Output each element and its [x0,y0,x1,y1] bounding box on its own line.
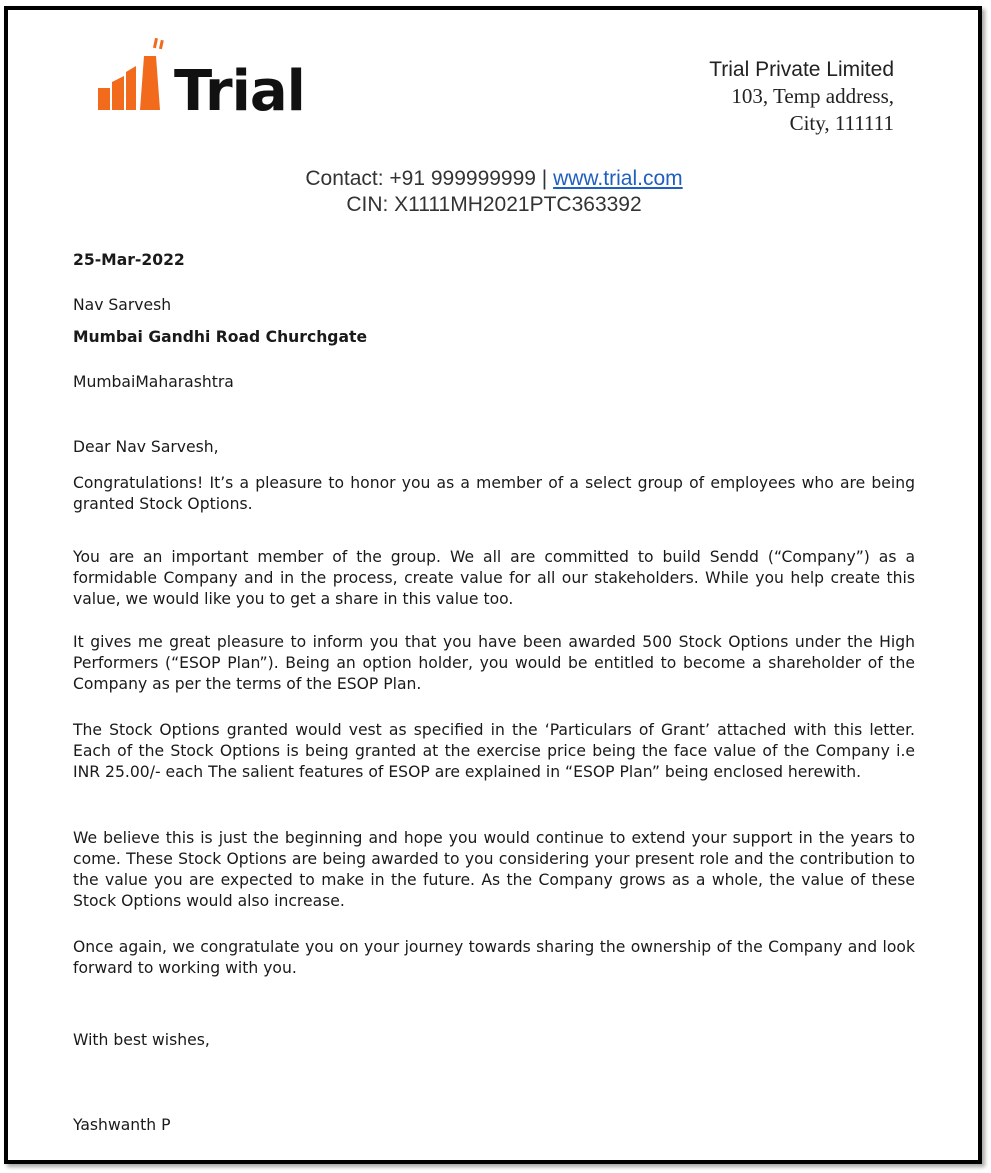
letter-page [4,6,982,1164]
website-link[interactable]: www.trial.com [553,167,683,190]
contact-phone: Contact: +91 999999999 | [305,167,554,190]
company-address-block [709,56,894,137]
contact-line [8,166,980,192]
recipient-street: Mumbai Gandhi Road Churchgate [73,328,368,346]
contact-block [8,166,980,218]
recipient-city: MumbaiMaharashtra [73,373,234,391]
logo-wordmark: Trial [174,59,305,124]
cin-line: CIN: X1111MH2021PTC363392 [346,193,642,216]
address-line-1: 103, Temp address, [731,84,894,108]
company-name: Trial Private Limited [709,58,894,81]
closing: With best wishes, [73,1031,210,1049]
body-paragraph: It gives me great pleasure to inform you that you have been awarded 500 Stock Options under the High Performers (“ESOP Plan”). Being an option holder, you would be entitled to become a shareholder of the Company as per the terms of the ESOP Plan. [73,633,915,693]
body-paragraph: We believe this is just the beginning and hope you would continue to extend your support in the years to come. These Stock Options are being awarded to you considering your present role and the contribution to the value you are expected to make in the future. As the Company grows as a whole, the value of these Stock Options would also increase. [73,829,915,910]
company-logo [96,36,336,124]
signatory-name: Yashwanth P [73,1116,171,1134]
logo-bars-icon [96,36,176,120]
letter-date: 25-Mar-2022 [73,251,185,269]
address-line-2: City, 111111 [789,111,894,135]
body-paragraph: Once again, we congratulate you on your journey towards sharing the ownership of the Company and look forward to working with you. [73,938,915,977]
recipient-name: Nav Sarvesh [73,296,172,314]
body-paragraph: You are an important member of the group. We all are committed to build Sendd (“Company”) as a formidable Company and in the process, create value for all our stakeholders. While you help create this value, we would like you to get a share in this value too. [73,548,915,608]
salutation: Dear Nav Sarvesh, [73,438,219,456]
body-paragraph: Congratulations! It’s a pleasure to honor you as a member of a select group of employees who are being granted Stock Options. [73,474,915,513]
body-paragraph: The Stock Options granted would vest as specified in the ‘Particulars of Grant’ attached with this letter. Each of the Stock Options is being granted at the exercise price being the face value of the Company i.e INR 25.00/- each The salient features of ESOP are explained in “ESOP Plan” being enclosed herewith. [73,721,915,781]
